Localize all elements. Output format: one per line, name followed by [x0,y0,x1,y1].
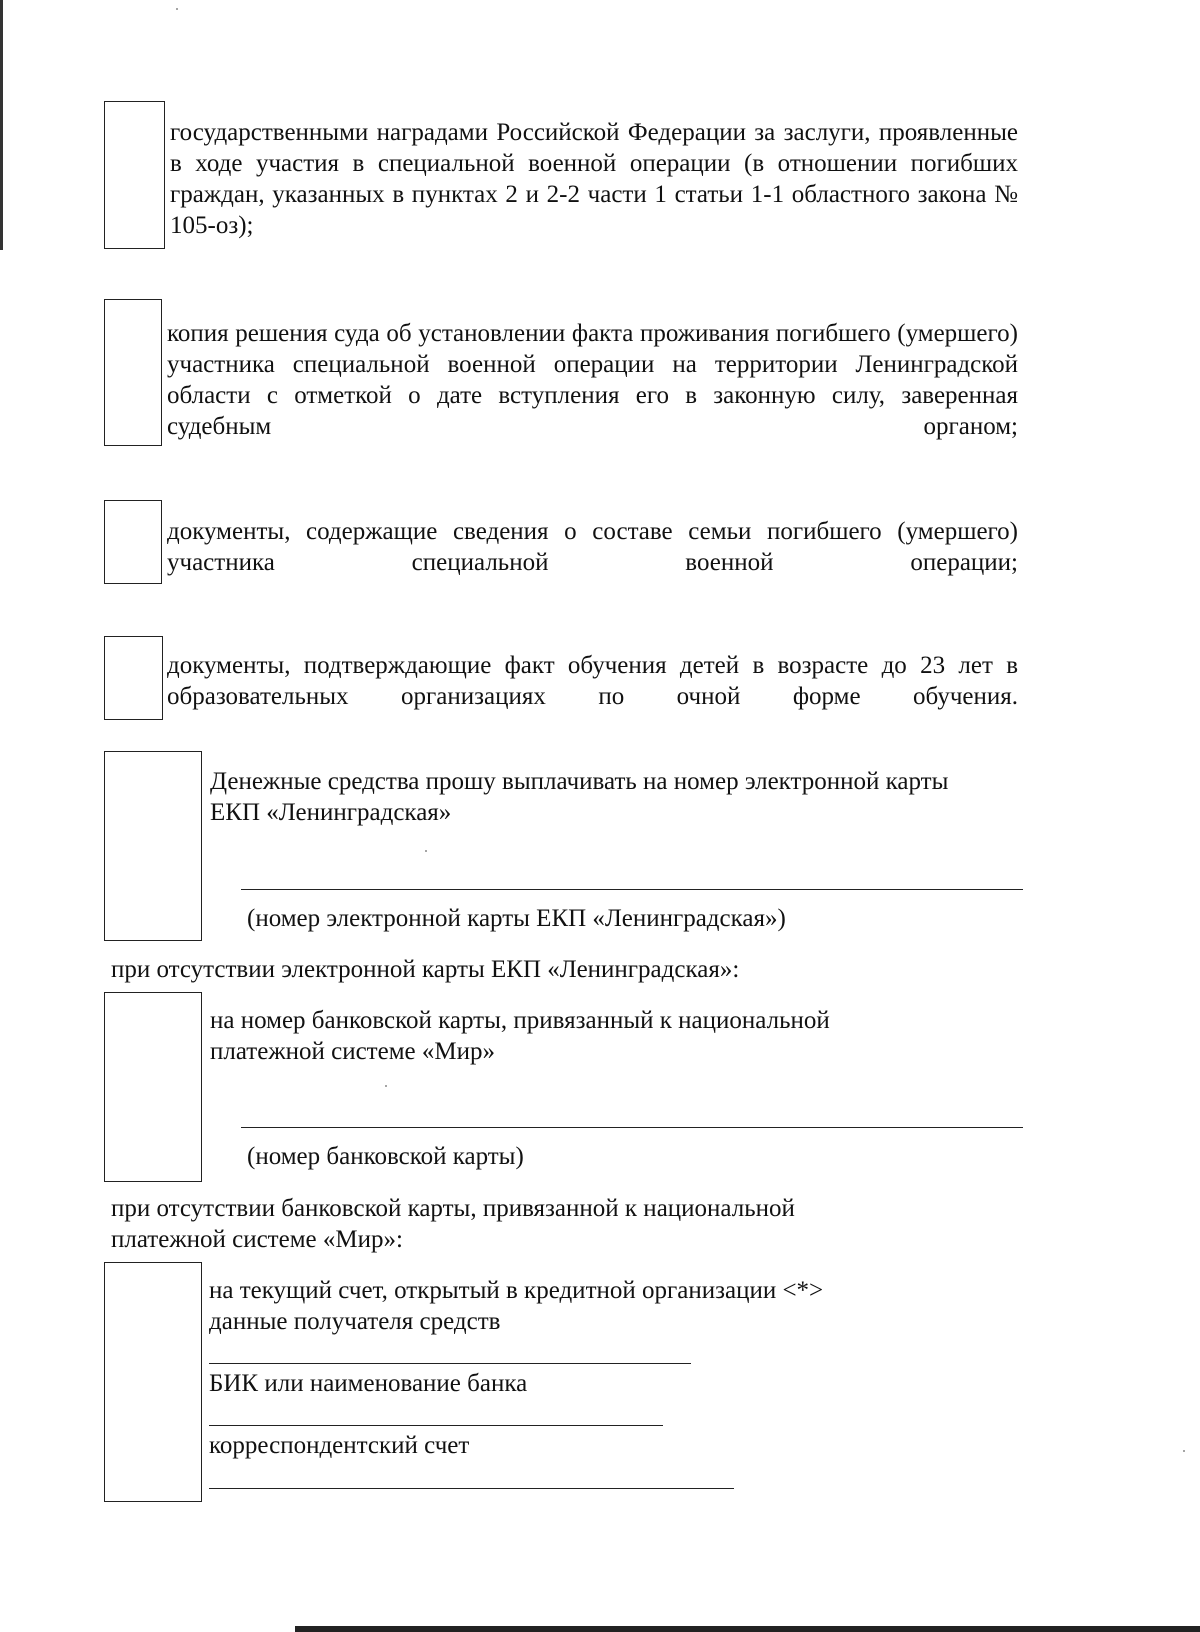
scan-speck [1183,1450,1185,1452]
account-text-line1: на текущий счет, открытый в кредитной организации <*> [209,1277,824,1304]
recipient-data-line[interactable] [209,1363,691,1364]
corr-account-line[interactable] [209,1488,734,1489]
bank-card-number-caption: (номер банковской карты) [247,1143,524,1170]
bank-card-text: на номер банковской карты, привязанный к национальной платежной системе «Мир» [210,1007,830,1065]
scan-speck [385,1085,387,1087]
no-card-heading: при отсутствии банковской карты, привязанной к национальной платежной системе «Мир»: [111,1195,795,1253]
scan-edge [0,0,3,250]
bank-card-number-line[interactable] [241,1127,1023,1128]
item-children-education-text: документы, подтверждающие факт обучения детей в возрасте до 23 лет в образовательных организациях по очной форме обучения. [167,652,1018,710]
ekp-card-text: Денежные средства прошу выплачивать на номер электронной карты ЕКП «Ленинградская» [210,768,949,826]
checkbox-court-decision[interactable] [104,299,162,446]
checkbox-current-account[interactable] [104,1262,202,1502]
ekp-card-number-caption: (номер электронной карты ЕКП «Ленинградская») [247,905,786,932]
scan-speck [425,850,427,852]
ekp-card-number-line[interactable] [241,889,1023,890]
corr-account-label: корреспондентский счет [209,1432,470,1459]
bik-line[interactable] [209,1425,663,1426]
no-ekp-heading: при отсутствии электронной карты ЕКП «Ленинградская»: [111,956,740,983]
checkbox-children-education[interactable] [104,636,163,720]
item-court-decision-text: копия решения суда об установлении факта проживания погибшего (умершего) участника специальной военной операции на территории Ленинградской области с отметкой о дате вступления его в законную силу, заверенная судебным органом; [167,320,1018,440]
scan-speck [176,8,178,10]
checkbox-bank-card[interactable] [104,992,202,1182]
checkbox-state-awards[interactable] [104,101,165,249]
item-family-composition-text: документы, содержащие сведения о составе семьи погибшего (умершего) участника специальной военной операции; [167,518,1018,576]
bik-label: БИК или наименование банка [209,1370,528,1397]
checkbox-ekp-card[interactable] [104,751,202,941]
checkbox-family-composition[interactable] [104,500,162,584]
account-text-line2: данные получателя средств [209,1308,501,1335]
scan-bottom-edge [295,1626,1200,1632]
item-state-awards-text: государственными наградами Российской Федерации за заслуги, проявленные в ходе участия в специальной военной операции (в отношении погибших граждан, указанных в пунктах 2 и 2-2 части 1 статьи 1-1 областного закона № 105-оз); [170,119,1018,239]
